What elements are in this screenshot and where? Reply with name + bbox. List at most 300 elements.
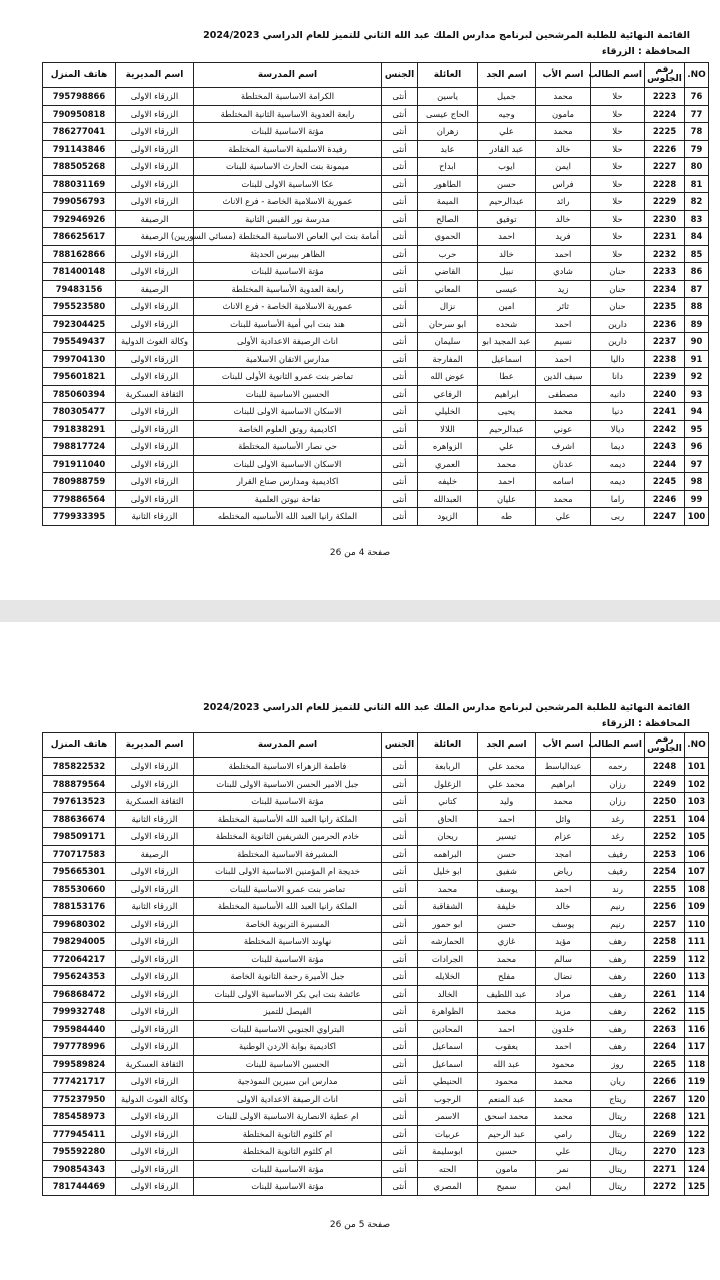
header-family: العائلة	[418, 63, 478, 88]
table-header-row	[43, 733, 709, 758]
cell-father: ابراهيم	[536, 775, 591, 793]
cell-directorate: الزرقاء الاولى	[116, 933, 194, 951]
header-seat: رقم الجلوس	[645, 733, 685, 758]
cell-seat: 2250	[645, 793, 685, 811]
table-row	[43, 350, 709, 368]
cell-school: ميمونة بنت الحارث الاساسية للبنات	[194, 158, 382, 176]
cell-student: ديمه	[591, 473, 645, 491]
cell-student: ديمه	[591, 455, 645, 473]
cell-num: 99	[685, 490, 709, 508]
cell-family: ابوسليمة	[418, 1143, 478, 1161]
cell-family: خليفه	[418, 473, 478, 491]
table-row	[43, 263, 709, 281]
cell-directorate: الرصيفة	[116, 228, 194, 246]
cell-family: ابو خليل	[418, 863, 478, 881]
cell-family: الاسمر	[418, 1108, 478, 1126]
cell-student: ربى	[591, 508, 645, 526]
table-row	[43, 985, 709, 1003]
cell-seat: 2259	[645, 950, 685, 968]
cell-seat: 2258	[645, 933, 685, 951]
cell-family: الحته	[418, 1160, 478, 1178]
cell-seat: 2246	[645, 490, 685, 508]
cell-seat: 2262	[645, 1003, 685, 1021]
cell-student: حنان	[591, 298, 645, 316]
cell-student: رحمه	[591, 758, 645, 776]
cell-school: اكاديمية ومدارس صناع القرار	[194, 473, 382, 491]
cell-phone: 796868472	[43, 985, 116, 1003]
cell-student: ريتال	[591, 1160, 645, 1178]
cell-grandfather: حسن	[478, 915, 536, 933]
cell-grandfather: مامون	[478, 1160, 536, 1178]
cell-directorate: الثقافة العسكرية	[116, 1055, 194, 1073]
cell-seat: 2265	[645, 1055, 685, 1073]
cell-directorate: الرصيفة	[116, 280, 194, 298]
table-row	[43, 1055, 709, 1073]
cell-num: 109	[685, 898, 709, 916]
cell-directorate: الزرقاء الثانية	[116, 508, 194, 526]
table-row	[43, 245, 709, 263]
cell-gender: أنثى	[382, 88, 418, 106]
cell-family: الربابعة	[418, 758, 478, 776]
cell-grandfather: محمد	[478, 455, 536, 473]
cell-directorate: الزرقاء الاولى	[116, 420, 194, 438]
table-row	[43, 105, 709, 123]
cell-seat: 2235	[645, 298, 685, 316]
cell-gender: أنثى	[382, 368, 418, 386]
cell-school: الظاهر بيبرس الحديثة	[194, 245, 382, 263]
cell-grandfather: حسن	[478, 175, 536, 193]
cell-num: 95	[685, 420, 709, 438]
cell-grandfather: محمود	[478, 1073, 536, 1091]
cell-gender: أنثى	[382, 915, 418, 933]
cell-gender: أنثى	[382, 1160, 418, 1178]
header-grandfather: اسم الجد	[478, 733, 536, 758]
header-seat: رقم الجلوس	[645, 63, 685, 88]
cell-gender: أنثى	[382, 420, 418, 438]
cell-seat: 2241	[645, 403, 685, 421]
cell-school: البتراوي الجنوبي الاساسية للبنات	[194, 1020, 382, 1038]
cell-gender: أنثى	[382, 140, 418, 158]
cell-family: الصالح	[418, 210, 478, 228]
list-title: القائمة النهائية للطلبة المرشحين لبرنامج مدارس الملك عبد الله الثاني للتميز للعام الدراسي 2024/2023	[203, 702, 690, 713]
cell-family: الرجوب	[418, 1090, 478, 1108]
header-grandfather: اسم الجد	[478, 63, 536, 88]
cell-family: المعاني	[418, 280, 478, 298]
table-row	[43, 1090, 709, 1108]
cell-phone: 791838291	[43, 420, 116, 438]
cell-directorate: الزرقاء الاولى	[116, 950, 194, 968]
cell-num: 104	[685, 810, 709, 828]
cell-gender: أنثى	[382, 193, 418, 211]
cell-gender: أنثى	[382, 810, 418, 828]
page-number: صفحة 5 من 26	[329, 1220, 391, 1230]
cell-school: مدارس ابن سيرين النموذجية	[194, 1073, 382, 1091]
cell-seat: 2255	[645, 880, 685, 898]
cell-school: اكاديمية روتق العلوم الخاصة	[194, 420, 382, 438]
cell-directorate: الزرقاء الاولى	[116, 1020, 194, 1038]
table-row	[43, 438, 709, 456]
governorate-label: المحافظة : الزرقاء	[601, 718, 690, 729]
cell-seat: 2264	[645, 1038, 685, 1056]
table-row	[43, 933, 709, 951]
cell-phone: 781400148	[43, 263, 116, 281]
cell-father: نسيم	[536, 333, 591, 351]
cell-grandfather: احمد	[478, 228, 536, 246]
cell-gender: أنثى	[382, 158, 418, 176]
cell-grandfather: محمد	[478, 950, 536, 968]
cell-student: دانا	[591, 368, 645, 386]
cell-student: داليا	[591, 350, 645, 368]
cell-student: رهف	[591, 933, 645, 951]
cell-school: الملكة رانيا العبد الله الأساسية المختلطة	[194, 810, 382, 828]
cell-phone: 775237950	[43, 1090, 116, 1108]
cell-gender: أنثى	[382, 385, 418, 403]
cell-student: حلا	[591, 140, 645, 158]
cell-student: رغد	[591, 810, 645, 828]
cell-grandfather: محمد اسحق	[478, 1108, 536, 1126]
cell-directorate: الزرقاء الاولى	[116, 490, 194, 508]
cell-directorate: الزرقاء الاولى	[116, 863, 194, 881]
cell-grandfather: محمد علي	[478, 775, 536, 793]
cell-grandfather: عبد المنعم	[478, 1090, 536, 1108]
cell-seat: 2242	[645, 420, 685, 438]
cell-directorate: الرصيفة	[116, 845, 194, 863]
cell-father: علي	[536, 1143, 591, 1161]
cell-gender: أنثى	[382, 298, 418, 316]
cell-grandfather: احمد	[478, 810, 536, 828]
cell-father: امجد	[536, 845, 591, 863]
cell-phone: 785458973	[43, 1108, 116, 1126]
cell-seat: 2271	[645, 1160, 685, 1178]
cell-gender: أنثى	[382, 245, 418, 263]
cell-father: ثائر	[536, 298, 591, 316]
cell-family: الخالد	[418, 985, 478, 1003]
table-row	[43, 828, 709, 846]
cell-school: جبل الامير الحسن الاساسية الاولى للبنات	[194, 775, 382, 793]
cell-directorate: الزرقاء الاولى	[116, 88, 194, 106]
cell-school: رفيدة الاسلمية الاساسية المختلطة	[194, 140, 382, 158]
cell-seat: 2245	[645, 473, 685, 491]
cell-grandfather: سميح	[478, 1178, 536, 1196]
cell-phone: 791911040	[43, 455, 116, 473]
cell-gender: أنثى	[382, 490, 418, 508]
cell-phone: 799680302	[43, 915, 116, 933]
table-row	[43, 1108, 709, 1126]
cell-num: 117	[685, 1038, 709, 1056]
cell-family: الزيود	[418, 508, 478, 526]
cell-seat: 2233	[645, 263, 685, 281]
cell-directorate: الزرقاء الاولى	[116, 1125, 194, 1143]
cell-directorate: الزرقاء الاولى	[116, 968, 194, 986]
cell-grandfather: توفيق	[478, 210, 536, 228]
table-row	[43, 193, 709, 211]
cell-seat: 2267	[645, 1090, 685, 1108]
cell-school: رابعة العدوية الأساسية المختلطة	[194, 280, 382, 298]
table-row	[43, 473, 709, 491]
cell-seat: 2228	[645, 175, 685, 193]
cell-family: الحاق	[418, 810, 478, 828]
cell-father: احمد	[536, 350, 591, 368]
cell-directorate: وكالة الغوث الدولية	[116, 1090, 194, 1108]
cell-father: وائل	[536, 810, 591, 828]
cell-seat: 2229	[645, 193, 685, 211]
cell-gender: أنثى	[382, 1038, 418, 1056]
cell-gender: أنثى	[382, 350, 418, 368]
cell-student: راما	[591, 490, 645, 508]
cell-student: حلا	[591, 88, 645, 106]
cell-num: 124	[685, 1160, 709, 1178]
cell-num: 84	[685, 228, 709, 246]
cell-gender: أنثى	[382, 1020, 418, 1038]
cell-student: حنان	[591, 280, 645, 298]
cell-num: 80	[685, 158, 709, 176]
cell-family: العبدالله	[418, 490, 478, 508]
cell-directorate: الزرقاء الاولى	[116, 775, 194, 793]
cell-directorate: الزرقاء الاولى	[116, 985, 194, 1003]
cell-directorate: الزرقاء الاولى	[116, 403, 194, 421]
cell-school: الفيصل للتميز	[194, 1003, 382, 1021]
cell-family: نزال	[418, 298, 478, 316]
cell-father: احمد	[536, 315, 591, 333]
cell-school: مؤتة الاساسية للبنات	[194, 793, 382, 811]
cell-grandfather: عطا	[478, 368, 536, 386]
cell-grandfather: جميل	[478, 88, 536, 106]
table-row	[43, 1073, 709, 1091]
cell-directorate: الزرقاء الاولى	[116, 1160, 194, 1178]
cell-school: أمامة بنت ابي العاص الاساسية المختلطة (مسائي السوريين)	[194, 228, 382, 246]
cell-num: 102	[685, 775, 709, 793]
cell-num: 112	[685, 950, 709, 968]
cell-gender: أنثى	[382, 105, 418, 123]
cell-grandfather: اسماعيل	[478, 350, 536, 368]
cell-grandfather: خليفة	[478, 898, 536, 916]
cell-family: عوض الله	[418, 368, 478, 386]
cell-num: 96	[685, 438, 709, 456]
cell-school: مؤتة الاساسية للبنات	[194, 1178, 382, 1196]
cell-school: الاسكان الاساسية الاولى للبنات	[194, 403, 382, 421]
cell-grandfather: تيسير	[478, 828, 536, 846]
cell-school: مؤتة الاساسية للبنات	[194, 263, 382, 281]
cell-gender: أنثى	[382, 438, 418, 456]
cell-directorate: الزرقاء الاولى	[116, 1143, 194, 1161]
cell-directorate: الزرقاء الاولى	[116, 175, 194, 193]
cell-student: حلا	[591, 105, 645, 123]
cell-school: الاسكان الاساسية الاولى للبنات	[194, 455, 382, 473]
cell-seat: 2231	[645, 228, 685, 246]
table-row	[43, 385, 709, 403]
cell-school: مدرسة نور القبس الثانية	[194, 210, 382, 228]
cell-family: سليمان	[418, 333, 478, 351]
cell-phone: 798294005	[43, 933, 116, 951]
cell-school: خديجة ام المؤمنين الاساسية الاولى للبنات	[194, 863, 382, 881]
cell-father: رائد	[536, 193, 591, 211]
cell-student: رهف	[591, 1020, 645, 1038]
cell-phone: 795523580	[43, 298, 116, 316]
table-row	[43, 1178, 709, 1196]
cell-gender: أنثى	[382, 1090, 418, 1108]
cell-num: 120	[685, 1090, 709, 1108]
table-row	[43, 158, 709, 176]
cell-school: مؤتة الاساسية للبنات	[194, 950, 382, 968]
cell-school: ام كلثوم الثانوية المختلطة	[194, 1143, 382, 1161]
cell-directorate: الزرقاء الاولى	[116, 915, 194, 933]
cell-gender: أنثى	[382, 950, 418, 968]
cell-grandfather: مفلح	[478, 968, 536, 986]
cell-phone: 786625617	[43, 228, 116, 246]
table-row	[43, 863, 709, 881]
cell-father: خلدون	[536, 1020, 591, 1038]
cell-phone: 786277041	[43, 123, 116, 141]
cell-student: حلا	[591, 228, 645, 246]
cell-gender: أنثى	[382, 793, 418, 811]
cell-phone: 790950818	[43, 105, 116, 123]
cell-num: 77	[685, 105, 709, 123]
cell-student: رنيم	[591, 915, 645, 933]
table-row	[43, 1020, 709, 1038]
cell-num: 78	[685, 123, 709, 141]
cell-directorate: الزرقاء الاولى	[116, 1178, 194, 1196]
cell-student: حلا	[591, 210, 645, 228]
cell-father: يوسف	[536, 915, 591, 933]
cell-seat: 2230	[645, 210, 685, 228]
table-row	[43, 403, 709, 421]
cell-phone: 770717583	[43, 845, 116, 863]
cell-grandfather: غازي	[478, 933, 536, 951]
cell-num: 122	[685, 1125, 709, 1143]
cell-gender: أنثى	[382, 333, 418, 351]
cell-gender: أنثى	[382, 1073, 418, 1091]
cell-family: اللالا	[418, 420, 478, 438]
cell-grandfather: عبدالرحيم	[478, 420, 536, 438]
cell-grandfather: طه	[478, 508, 536, 526]
cell-gender: أنثى	[382, 1003, 418, 1021]
cell-num: 111	[685, 933, 709, 951]
cell-grandfather: عبد اللطيف	[478, 985, 536, 1003]
cell-school: عائشة بنت ابي بكر الاساسية الاولى للبنات	[194, 985, 382, 1003]
table-row	[43, 898, 709, 916]
cell-num: 108	[685, 880, 709, 898]
cell-school: خادم الحرمين الشريفين الثانوية المختلطة	[194, 828, 382, 846]
cell-father: عزام	[536, 828, 591, 846]
cell-num: 119	[685, 1073, 709, 1091]
cell-phone: 790854343	[43, 1160, 116, 1178]
header-school: اسم المدرسة	[194, 63, 382, 88]
cell-father: محمد	[536, 403, 591, 421]
cell-gender: أنثى	[382, 863, 418, 881]
cell-gender: أنثى	[382, 123, 418, 141]
cell-directorate: الزرقاء الاولى	[116, 123, 194, 141]
cell-phone: 795624353	[43, 968, 116, 986]
cell-seat: 2254	[645, 863, 685, 881]
cell-num: 92	[685, 368, 709, 386]
cell-seat: 2236	[645, 315, 685, 333]
cell-phone: 797778996	[43, 1038, 116, 1056]
table-row	[43, 280, 709, 298]
cell-num: 88	[685, 298, 709, 316]
cell-grandfather: عبد الرحيم	[478, 1125, 536, 1143]
cell-father: شادي	[536, 263, 591, 281]
cell-grandfather: يحيى	[478, 403, 536, 421]
cell-gender: أنثى	[382, 455, 418, 473]
cell-father: ايمن	[536, 1178, 591, 1196]
table-row	[43, 123, 709, 141]
cell-school: ام كلثوم الثانوية المختلطة	[194, 1125, 382, 1143]
cell-phone: 785822532	[43, 758, 116, 776]
cell-father: مراد	[536, 985, 591, 1003]
cell-student: ريتال	[591, 1108, 645, 1126]
cell-family: عربيات	[418, 1125, 478, 1143]
cell-gender: أنثى	[382, 210, 418, 228]
cell-num: 82	[685, 193, 709, 211]
cell-student: ريان	[591, 1073, 645, 1091]
cell-directorate: الزرقاء الاولى	[116, 1073, 194, 1091]
students-table	[42, 62, 709, 526]
header-school: اسم المدرسة	[194, 733, 382, 758]
table-row	[43, 88, 709, 106]
cell-gender: أنثى	[382, 968, 418, 986]
cell-seat: 2251	[645, 810, 685, 828]
cell-num: 115	[685, 1003, 709, 1021]
table-row	[43, 1003, 709, 1021]
cell-student: رفيف	[591, 863, 645, 881]
cell-gender: أنثى	[382, 508, 418, 526]
cell-student: دارين	[591, 333, 645, 351]
cell-num: 83	[685, 210, 709, 228]
table-header-row	[43, 63, 709, 88]
cell-student: ريتال	[591, 1125, 645, 1143]
cell-family: ياسين	[418, 88, 478, 106]
table-row	[43, 455, 709, 473]
table-row	[43, 333, 709, 351]
cell-directorate: الزرقاء الاولى	[116, 193, 194, 211]
cell-father: محمود	[536, 1055, 591, 1073]
cell-gender: أنثى	[382, 898, 418, 916]
cell-grandfather: عليان	[478, 490, 536, 508]
cell-directorate: الزرقاء الاولى	[116, 245, 194, 263]
cell-directorate: الزرقاء الاولى	[116, 158, 194, 176]
table-row	[43, 298, 709, 316]
document-page-5	[0, 640, 720, 1280]
header-directorate: اسم المديرية	[116, 733, 194, 758]
cell-gender: أنثى	[382, 880, 418, 898]
cell-gender: أنثى	[382, 985, 418, 1003]
cell-school: مؤتة الاساسية للبنات	[194, 1160, 382, 1178]
cell-num: 97	[685, 455, 709, 473]
cell-grandfather: محمد	[478, 1003, 536, 1021]
cell-school: مدارس الاتقان الاسلامية	[194, 350, 382, 368]
cell-directorate: الزرقاء الثانية	[116, 810, 194, 828]
header-student: اسم الطالب	[591, 63, 645, 88]
cell-father: نضال	[536, 968, 591, 986]
table-row	[43, 880, 709, 898]
cell-seat: 2224	[645, 105, 685, 123]
cell-school: نهاوند الاساسية المختلطة	[194, 933, 382, 951]
cell-gender: أنثى	[382, 1125, 418, 1143]
header-phone: هاتف المنزل	[43, 63, 116, 88]
cell-seat: 2238	[645, 350, 685, 368]
cell-father: خالد	[536, 898, 591, 916]
cell-num: 118	[685, 1055, 709, 1073]
table-row	[43, 1125, 709, 1143]
cell-gender: أنثى	[382, 758, 418, 776]
cell-father: خالد	[536, 210, 591, 228]
cell-school: مؤتة الاساسية للبنات	[194, 123, 382, 141]
cell-grandfather: محمد علي	[478, 758, 536, 776]
cell-student: رزان	[591, 793, 645, 811]
table-row	[43, 228, 709, 246]
cell-grandfather: حسن	[478, 845, 536, 863]
cell-student: رهف	[591, 985, 645, 1003]
